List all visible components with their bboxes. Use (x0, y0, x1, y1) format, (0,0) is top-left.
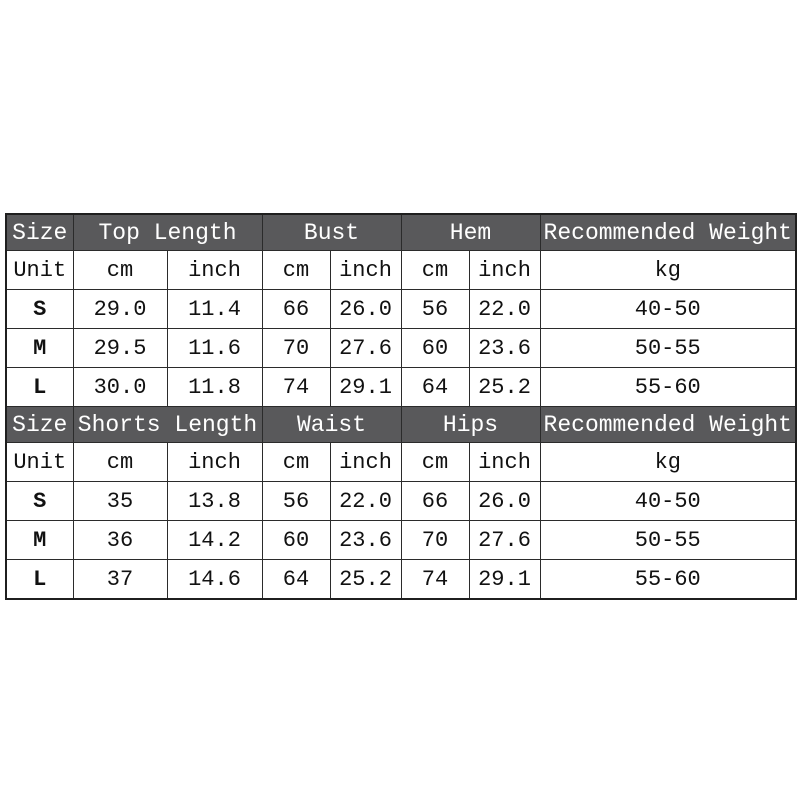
value-cell: 25.2 (469, 368, 540, 407)
unit-cell: kg (540, 443, 796, 482)
weight-cell: 55-60 (540, 560, 796, 600)
header-hem: Hem (401, 214, 540, 251)
unit-cell: cm (73, 443, 167, 482)
value-cell: 36 (73, 521, 167, 560)
value-cell: 23.6 (469, 329, 540, 368)
value-cell: 26.0 (330, 290, 401, 329)
value-cell: 27.6 (469, 521, 540, 560)
size-cell: L (6, 368, 73, 407)
value-cell: 23.6 (330, 521, 401, 560)
header-size: Size (6, 407, 73, 443)
value-cell: 66 (262, 290, 330, 329)
unit-cell: inch (330, 443, 401, 482)
value-cell: 25.2 (330, 560, 401, 600)
value-cell: 26.0 (469, 482, 540, 521)
size-cell: M (6, 521, 73, 560)
value-cell: 60 (401, 329, 469, 368)
size-cell: S (6, 482, 73, 521)
weight-cell: 40-50 (540, 290, 796, 329)
value-cell: 37 (73, 560, 167, 600)
unit-cell: kg (540, 251, 796, 290)
top-unit-row (6, 251, 796, 290)
value-cell: 30.0 (73, 368, 167, 407)
unit-cell: inch (469, 443, 540, 482)
value-cell: 35 (73, 482, 167, 521)
value-cell: 29.1 (330, 368, 401, 407)
value-cell: 29.0 (73, 290, 167, 329)
value-cell: 74 (401, 560, 469, 600)
top-row-s (6, 290, 796, 329)
value-cell: 14.6 (167, 560, 262, 600)
top-row-l (6, 368, 796, 407)
unit-cell: inch (167, 251, 262, 290)
shorts-section-header-row (6, 407, 796, 443)
value-cell: 11.8 (167, 368, 262, 407)
header-recommended-weight: Recommended Weight (540, 214, 796, 251)
size-cell: M (6, 329, 73, 368)
unit-cell: cm (262, 443, 330, 482)
unit-cell: inch (469, 251, 540, 290)
weight-cell: 40-50 (540, 482, 796, 521)
value-cell: 74 (262, 368, 330, 407)
value-cell: 22.0 (469, 290, 540, 329)
shorts-row-s (6, 482, 796, 521)
value-cell: 27.6 (330, 329, 401, 368)
header-recommended-weight: Recommended Weight (540, 407, 796, 443)
unit-cell: cm (401, 443, 469, 482)
value-cell: 11.4 (167, 290, 262, 329)
value-cell: 60 (262, 521, 330, 560)
size-cell: S (6, 290, 73, 329)
unit-label: Unit (6, 443, 73, 482)
unit-label: Unit (6, 251, 73, 290)
weight-cell: 55-60 (540, 368, 796, 407)
value-cell: 70 (401, 521, 469, 560)
size-cell: L (6, 560, 73, 600)
weight-cell: 50-55 (540, 521, 796, 560)
value-cell: 22.0 (330, 482, 401, 521)
shorts-unit-row (6, 443, 796, 482)
unit-cell: cm (262, 251, 330, 290)
top-row-m (6, 329, 796, 368)
shorts-row-m (6, 521, 796, 560)
size-chart-table (5, 213, 797, 600)
top-section-header-row (6, 214, 796, 251)
shorts-row-l (6, 560, 796, 600)
value-cell: 11.6 (167, 329, 262, 368)
value-cell: 56 (401, 290, 469, 329)
value-cell: 14.2 (167, 521, 262, 560)
header-waist: Waist (262, 407, 401, 443)
value-cell: 64 (401, 368, 469, 407)
header-top-length: Top Length (73, 214, 262, 251)
header-hips: Hips (401, 407, 540, 443)
weight-cell: 50-55 (540, 329, 796, 368)
value-cell: 13.8 (167, 482, 262, 521)
value-cell: 66 (401, 482, 469, 521)
unit-cell: inch (330, 251, 401, 290)
unit-cell: cm (401, 251, 469, 290)
value-cell: 56 (262, 482, 330, 521)
unit-cell: cm (73, 251, 167, 290)
value-cell: 70 (262, 329, 330, 368)
value-cell: 29.1 (469, 560, 540, 600)
value-cell: 64 (262, 560, 330, 600)
unit-cell: inch (167, 443, 262, 482)
header-shorts-length: Shorts Length (73, 407, 262, 443)
header-bust: Bust (262, 214, 401, 251)
header-size: Size (6, 214, 73, 251)
value-cell: 29.5 (73, 329, 167, 368)
